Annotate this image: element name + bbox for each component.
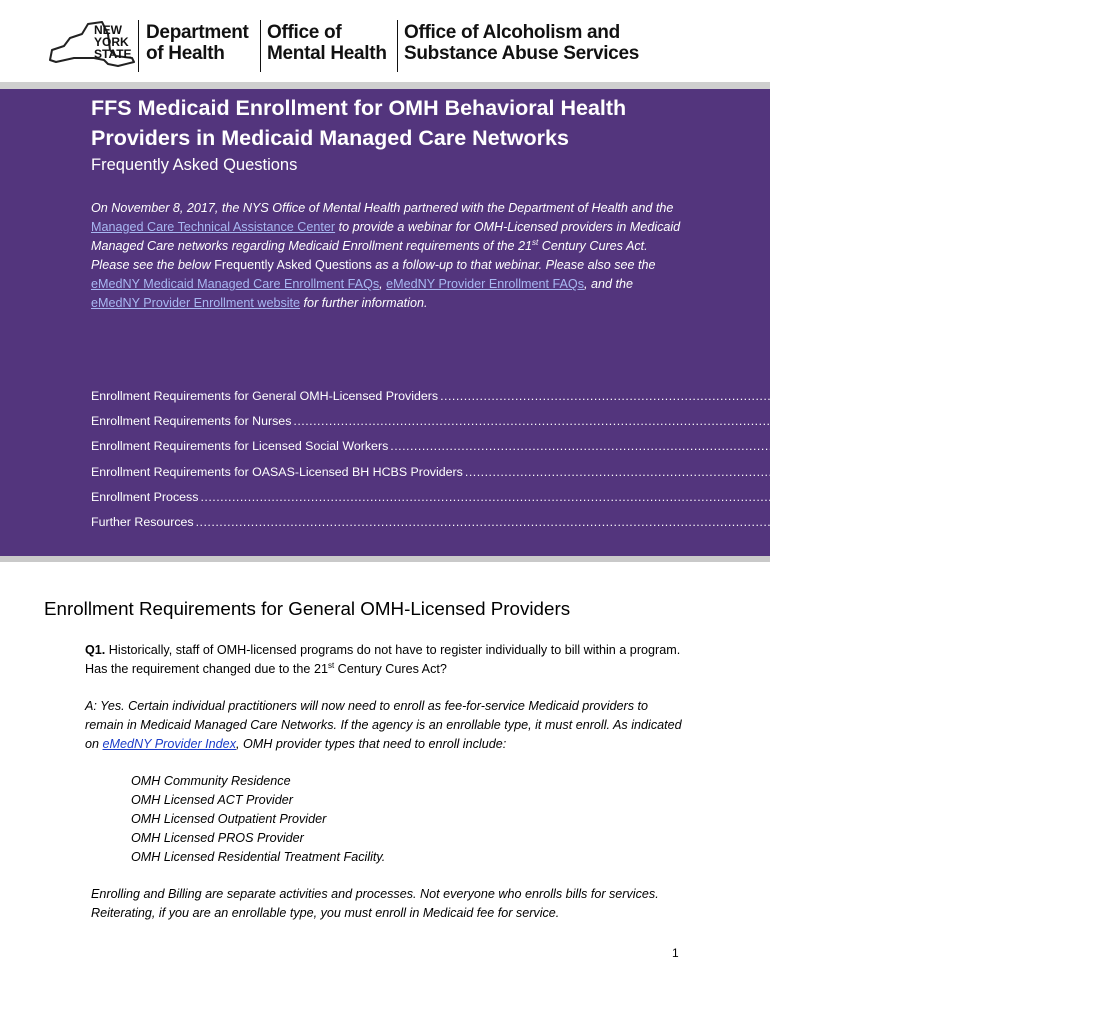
toc-leader: .............................................................................................................................................................. (464, 464, 1088, 479)
mctac-link[interactable]: Managed Care Technical Assistance Center (91, 220, 336, 234)
header-divider (397, 20, 398, 72)
section-heading: Enrollment Requirements for General OMH-Licensed Providers (44, 598, 571, 619)
toc-item[interactable]: Enrollment Requirements for Licensed Social Workers .............................................................................................................................................................. 3 (91, 439, 1023, 454)
toc-item[interactable]: Enrollment Requirements for Nurses .............................................................................................................................................................. 3 (91, 414, 926, 429)
toc-leader: .............................................................................................................................................................. (390, 439, 1014, 454)
page-header (0, 0, 770, 82)
nys-logo-text: NEW YORK STATE (94, 23, 132, 61)
oasas-logo: Office of Alcoholism and Substance Abuse Services (404, 22, 639, 64)
list-item: OMH Community Residence (131, 774, 291, 788)
header-divider (138, 20, 139, 72)
toc-item[interactable]: Further Resources .............................................................................................................................................................. 9 (91, 514, 828, 529)
table-of-contents (91, 389, 1097, 540)
banner-rule (0, 556, 770, 562)
answer-1: A: Yes. Certain individual practitioners will now need to enroll as fee-for-service Medicaid providers to remain in Medicaid Managed Care Networks. If the agency is an enrollable type, it must enroll. As indicated on eMedNY Provider Index, OMH provider types that need to enroll include: (85, 699, 682, 751)
toc-leader: .............................................................................................................................................................. (440, 389, 1063, 403)
intro-paragraph: On November 8, 2017, the NYS Office of Mental Health partnered with the Department of Health and the Managed Care Technical Assistance Center to provide a webinar for OMH-Licensed providers in Medicaid Managed Care networks regarding Medicaid Enrollment requirements of the 21st Century Cures Act. Please see the below Frequently Asked Questions as a follow-up to that webinar. Please also see the eMedNY Medicaid Managed Care Enrollment FAQs, eMedNY Provider Enrollment FAQs, and the eMedNY Provider Enrollment website for further information. (91, 201, 681, 310)
toc-leader: .............................................................................................................................................................. (200, 489, 824, 504)
emedny-mmc-faq-link[interactable]: eMedNY Medicaid Managed Care Enrollment FAQs (91, 277, 380, 291)
emedny-provider-faq-link[interactable]: eMedNY Provider Enrollment FAQs (386, 277, 585, 291)
header-divider (260, 20, 261, 72)
omh-logo: Office of Mental Health (267, 22, 387, 64)
toc-item[interactable]: Enrollment Requirements for General OMH-Licensed Providers .............................................................................................................................................................. 1 (91, 389, 1072, 403)
toc-leader: .............................................................................................................................................................. (293, 414, 917, 429)
question-1: Q1. Historically, staff of OMH-licensed programs do not have to register individually to bill within a program. Has the requirement changed due to the 21st Century Cures Act? (85, 643, 681, 676)
header-rule (0, 82, 770, 89)
enrollment-note: Enrolling and Billing are separate activities and processes. Not everyone who enrolls bills for services. Reiterating, if you are an enrollable type, you must enroll in Medicaid fee for service. (91, 887, 659, 920)
toc-item[interactable]: Enrollment Requirements for OASAS-Licensed BH HCBS Providers .............................................................................................................................................................. 5 (91, 464, 1097, 479)
title-banner (0, 89, 1097, 559)
list-item: OMH Licensed Outpatient Provider (131, 812, 327, 826)
toc-leader: .............................................................................................................................................................. (195, 514, 819, 529)
list-item: OMH Licensed PROS Provider (131, 831, 304, 845)
page-number: 1 (672, 946, 679, 960)
document-title: FFS Medicaid Enrollment for OMH Behavioral Health Providers in Medicaid Managed Care Networks (91, 96, 627, 150)
provider-type-list (131, 772, 385, 867)
list-item: OMH Licensed Residential Treatment Facility. (131, 850, 386, 864)
list-item: OMH Licensed ACT Provider (131, 793, 293, 807)
document-subtitle: Frequently Asked Questions (91, 156, 298, 174)
toc-item[interactable]: Enrollment Process .............................................................................................................................................................. 6 (91, 489, 833, 504)
dept-of-health-logo: Department of Health (146, 22, 249, 64)
emedny-enrollment-website-link[interactable]: eMedNY Provider Enrollment website (91, 296, 301, 310)
emedny-provider-index-link[interactable]: eMedNY Provider Index (102, 737, 236, 751)
